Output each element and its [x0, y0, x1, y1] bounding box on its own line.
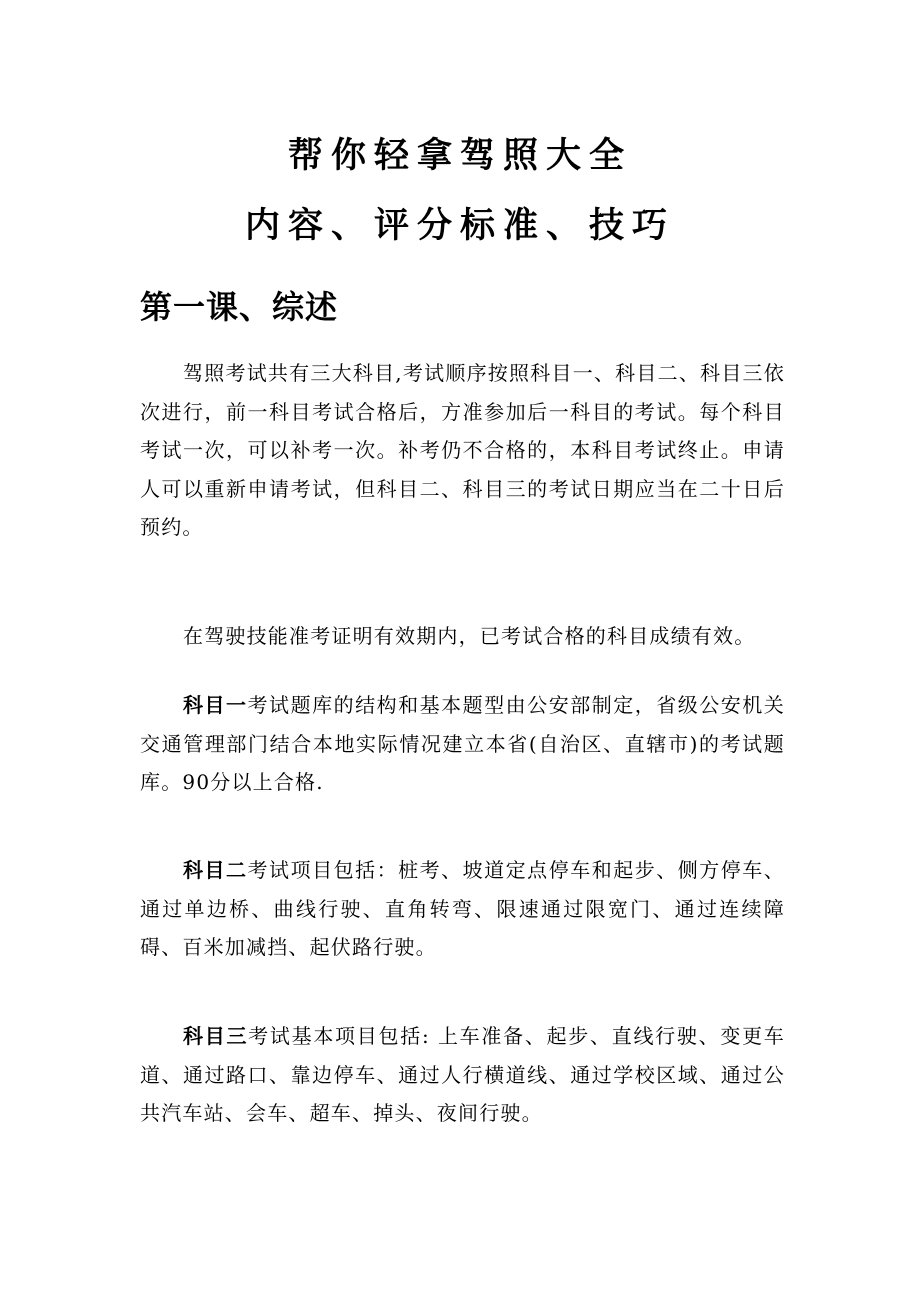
subject-one-label: 科目一	[183, 693, 248, 717]
paragraph-subject-three	[140, 1017, 785, 1133]
subject-three-text: 考试基本项目包括: 上车准备、起步、直线行驶、变更车道、通过路口、靠边停车、通过人行横道线、通过学校区域、通过公共汽车站、会车、超车、掉头、夜间行驶。	[140, 1024, 785, 1125]
paragraph-subject-two	[140, 851, 785, 967]
paragraph-subject-one	[140, 686, 785, 802]
document-title: 帮你轻拿驾照大全	[287, 136, 632, 176]
subject-two-text: 考试项目包括：桩考、坡道定点停车和起步、侧方停车、通过单边桥、曲线行驶、直角转弯、限速通过限宽门、通过连续障碍、百米加减挡、起伏路行驶。	[140, 858, 786, 959]
subject-two-label: 科目二	[183, 858, 248, 882]
subject-three-label: 科目三	[183, 1024, 249, 1048]
paragraph-validity: 在驾驶技能准考证明有效期内，已考试合格的科目成绩有效。	[183, 624, 756, 648]
section-heading: 第一课、综述	[140, 288, 339, 326]
document-subtitle: 内容、评分标准、技巧	[244, 206, 675, 246]
paragraph-overview: 驾照考试共有三大科目,考试顺序按照科目一、科目二、科目三依次进行，前一科目考试合格后，方准参加后一科目的考试。每个科目考试一次，可以补考一次。补考仍不合格的，本科目考试终止。申请人可以重新申请考试，但科目二、科目三的考试日期应当在二十日后预约。	[140, 361, 785, 539]
subject-one-text: 考试题库的结构和基本题型由公安部制定，省级公安机关交通管理部门结合本地实际情况建立本省(自治区、直辖市)的考试题库。90分以上合格.	[140, 693, 786, 794]
